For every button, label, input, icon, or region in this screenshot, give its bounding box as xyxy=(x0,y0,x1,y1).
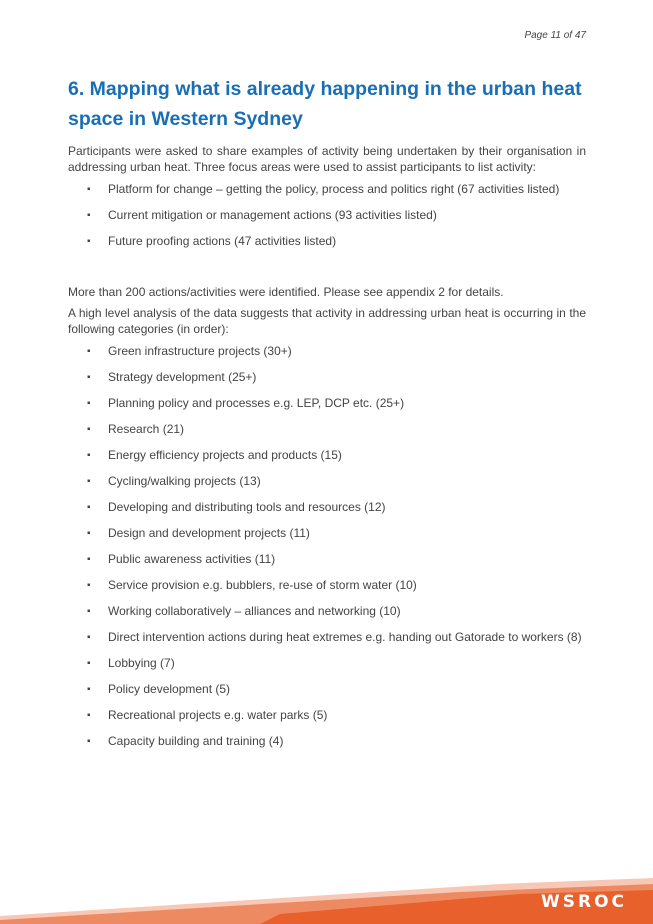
footer-banner xyxy=(0,874,653,924)
category-item-text: Design and development projects (11) xyxy=(108,526,310,540)
category-item xyxy=(68,733,588,750)
analysis-paragraph: A high level analysis of the data suggests that activity in addressing urban heat is occurring in the following categories (in order): xyxy=(68,306,586,336)
category-item-text: Capacity building and training (4) xyxy=(108,734,284,748)
focus-area-item xyxy=(68,207,588,224)
category-item-text: Cycling/walking projects (13) xyxy=(108,474,261,488)
bullet-icon: ▪ xyxy=(87,684,91,695)
bullet-icon: ▪ xyxy=(87,476,91,487)
category-item-text: Working collaboratively – alliances and networking (10) xyxy=(108,604,401,618)
bullet-icon: ▪ xyxy=(87,580,91,591)
category-item-text: Policy development (5) xyxy=(108,682,231,696)
category-item xyxy=(68,655,588,672)
focus-area-item-text: Platform for change – getting the policy, process and politics right (67 activities listed) xyxy=(108,182,560,196)
focus-area-item-text: Current mitigation or management actions (93 activities listed) xyxy=(108,208,437,222)
category-item-text: Strategy development (25+) xyxy=(108,370,257,384)
bullet-icon: ▪ xyxy=(87,210,91,221)
bullet-icon: ▪ xyxy=(87,184,91,195)
category-item-text: Lobbying (7) xyxy=(108,656,175,670)
bullet-icon: ▪ xyxy=(87,632,91,643)
category-item-text: Energy efficiency projects and products (15) xyxy=(108,448,342,462)
bullet-icon: ▪ xyxy=(87,528,91,539)
bullet-icon: ▪ xyxy=(87,398,91,409)
bullet-icon: ▪ xyxy=(87,658,91,669)
bullet-icon: ▪ xyxy=(87,736,91,747)
intro-paragraph: Participants were asked to share examples of activity being undertaken by their organisation in addressing urban heat. Three focus areas were used to assist participants to list activity: xyxy=(68,144,586,174)
focus-area-item-text: Future proofing actions (47 activities listed) xyxy=(108,234,337,248)
category-item-text: Green infrastructure projects (30+) xyxy=(108,344,292,358)
wsroc-logo: WSROC xyxy=(540,892,627,912)
category-item xyxy=(68,343,588,360)
focus-area-item xyxy=(68,233,588,250)
category-item-text: Direct intervention actions during heat extremes e.g. handing out Gatorade to workers (8) xyxy=(108,630,582,644)
category-item xyxy=(68,681,588,698)
category-item-text: Planning policy and processes e.g. LEP, DCP etc. (25+) xyxy=(108,396,405,410)
category-item xyxy=(68,499,588,516)
category-item xyxy=(68,525,588,542)
category-item xyxy=(68,551,588,568)
category-item xyxy=(68,577,588,594)
bullet-icon: ▪ xyxy=(87,450,91,461)
category-item-text: Service provision e.g. bubblers, re-use of storm water (10) xyxy=(108,578,417,592)
bullet-icon: ▪ xyxy=(87,424,91,435)
focus-area-item xyxy=(68,181,588,198)
category-item xyxy=(68,421,588,438)
bullet-icon: ▪ xyxy=(87,554,91,565)
focus-areas-list xyxy=(68,181,588,259)
category-item-text: Developing and distributing tools and resources (12) xyxy=(108,500,386,514)
category-item xyxy=(68,603,588,620)
category-item xyxy=(68,395,588,412)
category-item-text: Public awareness activities (11) xyxy=(108,552,276,566)
summary-paragraph: More than 200 actions/activities were identified. Please see appendix 2 for details. xyxy=(68,285,504,299)
bullet-icon: ▪ xyxy=(87,710,91,721)
bullet-icon: ▪ xyxy=(87,372,91,383)
category-item xyxy=(68,629,588,646)
category-item xyxy=(68,707,588,724)
bullet-icon: ▪ xyxy=(87,236,91,247)
category-item-text: Recreational projects e.g. water parks (5) xyxy=(108,708,328,722)
category-item xyxy=(68,473,588,490)
page-number: Page 11 of 47 xyxy=(524,30,586,41)
category-item xyxy=(68,369,588,386)
bullet-icon: ▪ xyxy=(87,502,91,513)
category-item xyxy=(68,447,588,464)
bullet-icon: ▪ xyxy=(87,606,91,617)
category-item-text: Research (21) xyxy=(108,422,185,436)
section-heading: 6. Mapping what is already happening in the urban heat space in Western Sydney xyxy=(68,78,582,130)
bullet-icon: ▪ xyxy=(87,346,91,357)
categories-list xyxy=(68,343,588,759)
